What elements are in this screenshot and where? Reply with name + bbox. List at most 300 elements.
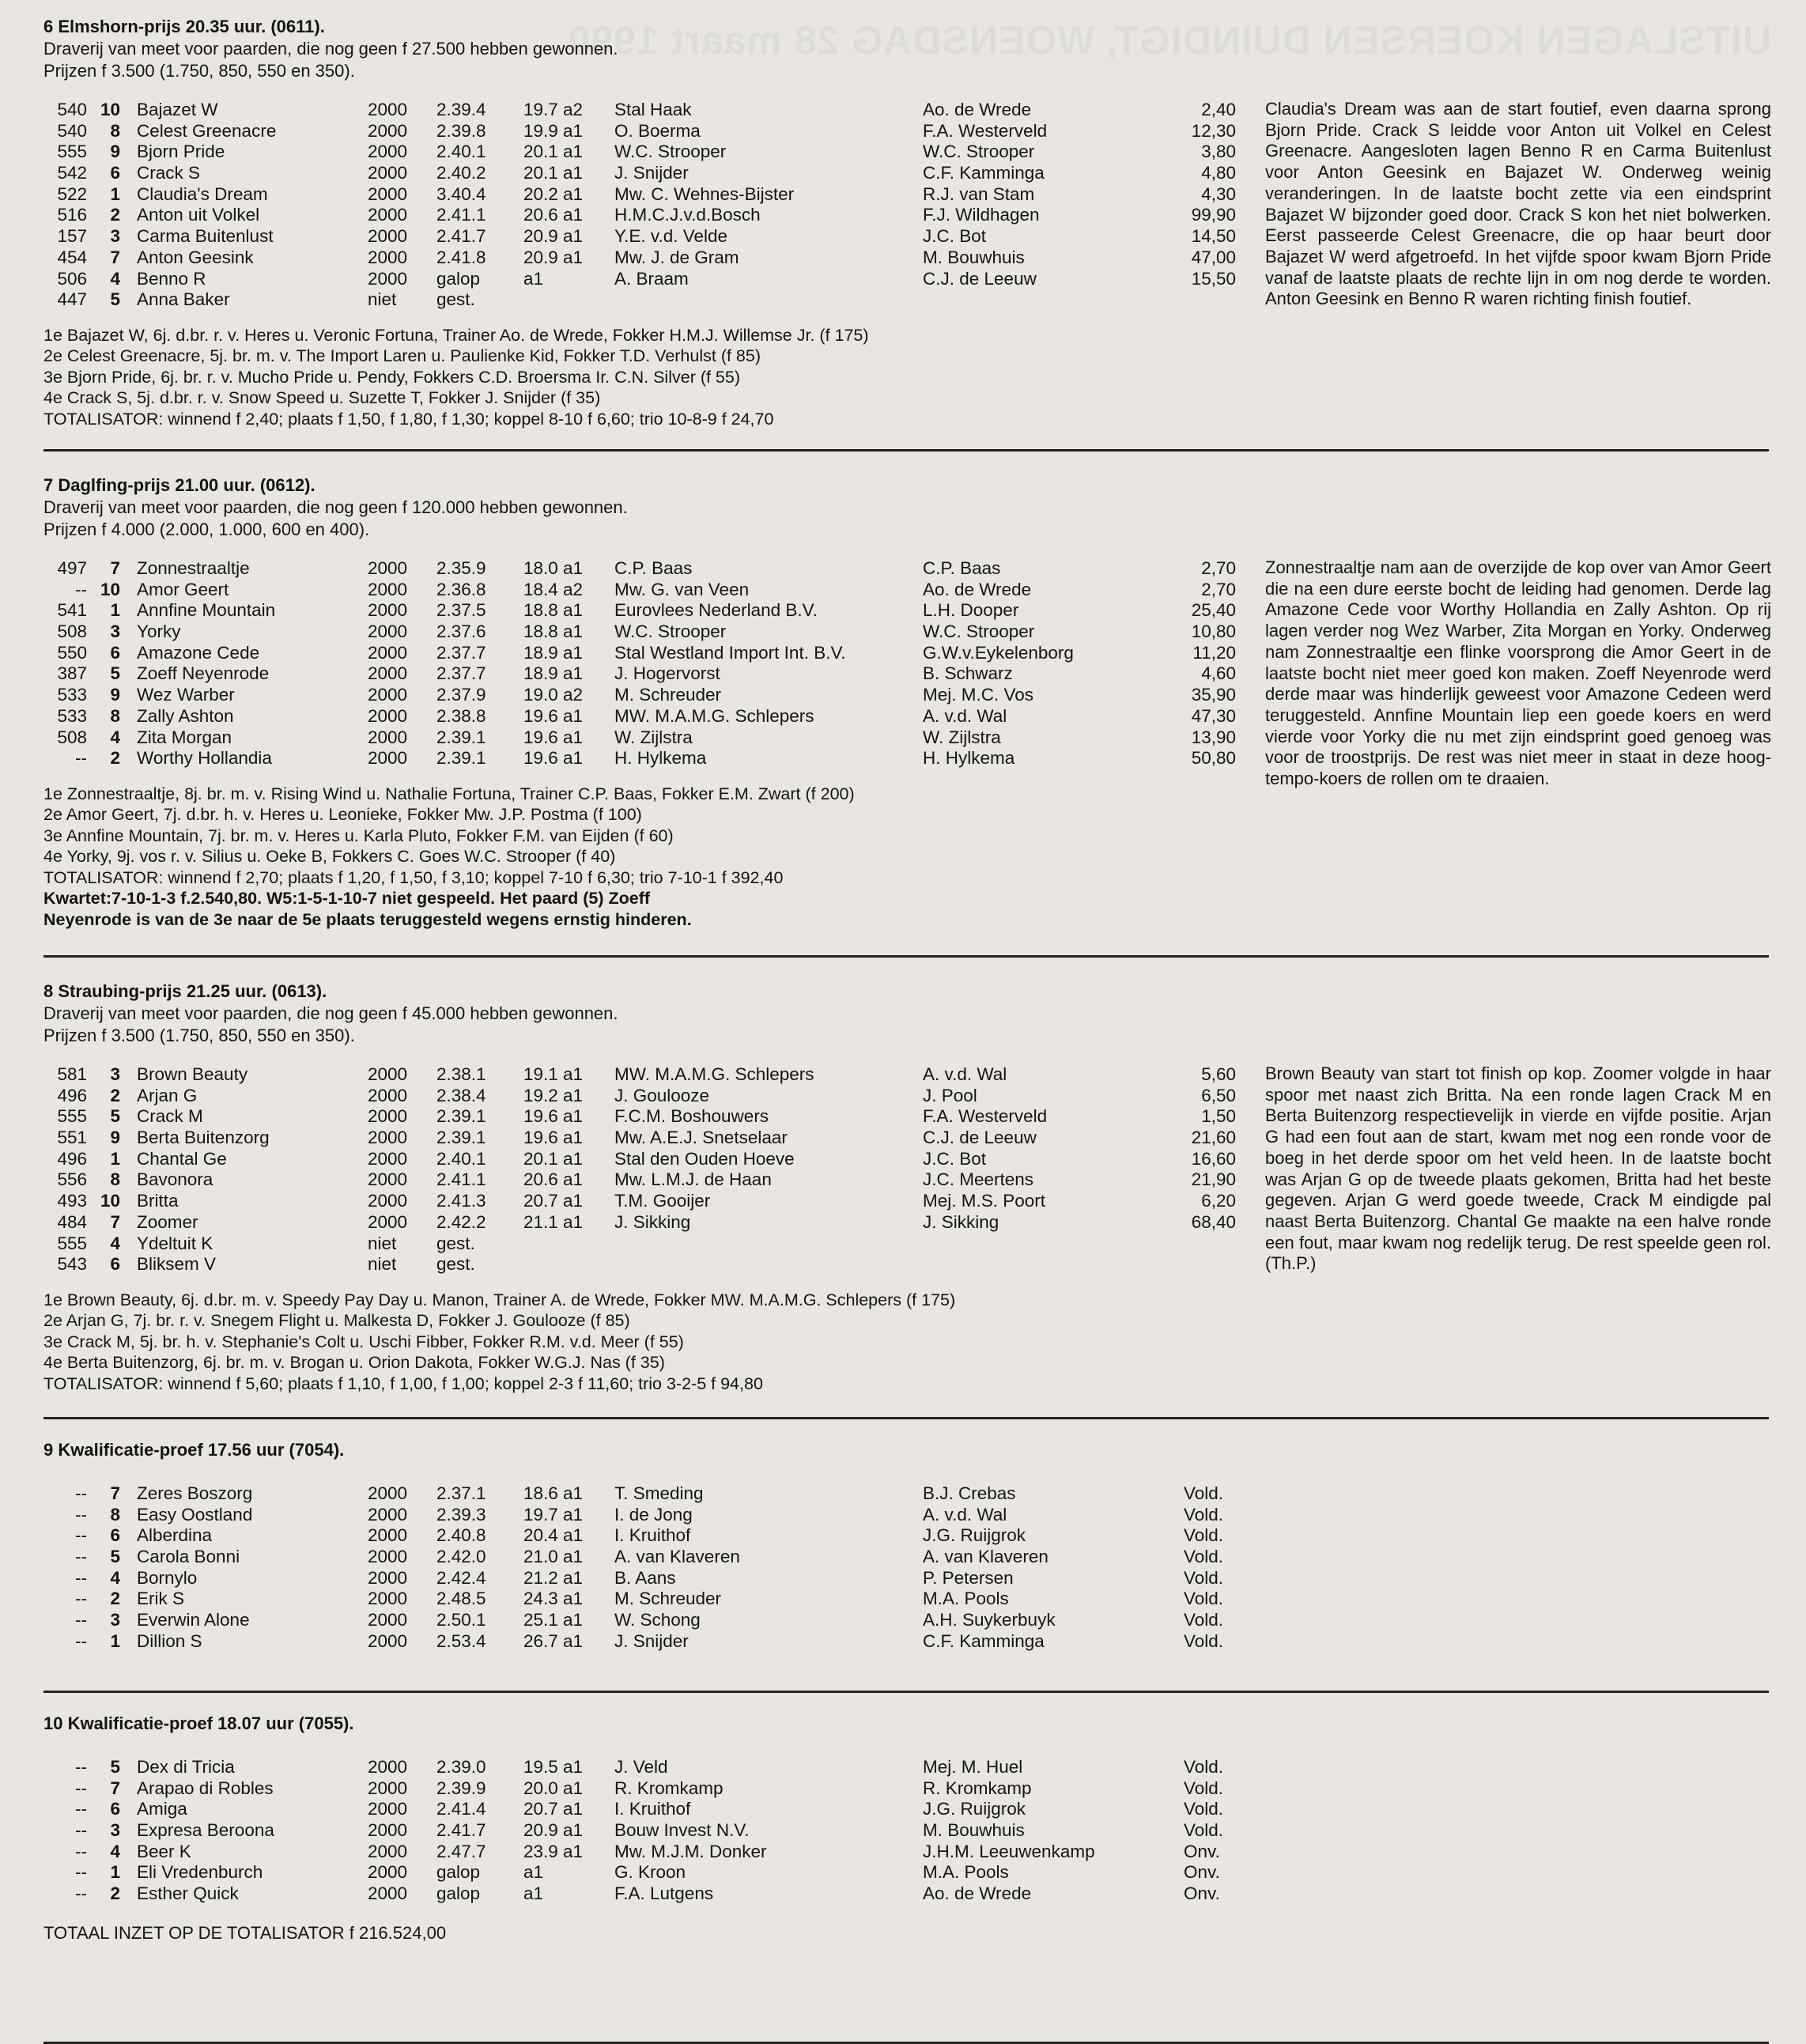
race-details <box>43 1290 1769 1395</box>
trainer: B. Schwarz <box>923 663 1013 684</box>
km-time: 19.6 a1 <box>523 705 584 726</box>
km-time: 18.9 a1 <box>523 663 584 684</box>
race-commentary: Zonnestraaltje nam aan de overzijde de kop over van Amor Geert die na een dure eerste bocht de leiding had genomen. Derde lag Amazone Cede voor Worthy Hollandia en Zally Ashton. Op rij lagen verder nog Wez Warber, Zita Morgan en Yorky. Onderweg nam Zonnestraaltje een flinke voorsprong die Amor Geert in de laatste bocht niet meer goed kon maken. Zoeff Neyenrode werd derde maar was hinderlijk geweest voor Amazone Cedeen werd teruggesteld. Annfine Mountain liep een goede koers en werd vierde voor Yorky die nu met zijn eindsprint goed genoeg was voor de troostprijs. De rest was niet meer in staat in deze hoog-tempo-koers de rollen om te draaien. <box>1265 557 1771 789</box>
distance: 2000 <box>368 622 408 642</box>
owner: Mw. G. van Veen <box>614 579 750 599</box>
start-number: 5 <box>110 1106 120 1127</box>
start-number: 9 <box>110 685 120 705</box>
km-time: 18.4 a2 <box>523 579 584 599</box>
trainer: M. Bouwhuis <box>923 247 1025 267</box>
start-number: 8 <box>110 120 120 141</box>
section-divider <box>43 1417 1769 1419</box>
race-prizes: Prijzen f 3.500 (1.750, 850, 550 en 350). <box>43 61 355 81</box>
horse-name: Anton uit Volkel <box>137 205 260 225</box>
race-condition: Draverij van meet voor paarden, die nog geen f 120.000 hebben gewonnen. <box>43 497 628 517</box>
finish-time: 2.37.7 <box>436 642 486 663</box>
odds: 15,50 <box>1191 268 1236 289</box>
owner: Mw. J. de Gram <box>614 247 739 267</box>
km-time: 21.2 a1 <box>523 1567 584 1588</box>
detail-line: 1e Zonnestraaltje, 8j. br. m. v. Rising Wind u. Nathalie Fortuna, Trainer C.P. Baas, Fokker E.M. Zwart (f 200) <box>43 784 855 803</box>
km-time: 20.1 a1 <box>523 142 584 162</box>
horse-name: Wez Warber <box>137 685 235 705</box>
horse-name: Dillion S <box>137 1630 202 1651</box>
trainer: A. v.d. Wal <box>923 705 1007 726</box>
start-number: 6 <box>110 642 120 663</box>
odds: 50,80 <box>1191 748 1236 769</box>
distance: 2000 <box>368 183 408 204</box>
qualification-result: Vold. <box>1184 1525 1224 1546</box>
detail-line: 2e Arjan G, 7j. br. r. v. Snegem Flight u. Malkesta D, Fokker J. Goulooze (f 85) <box>43 1311 630 1331</box>
num-cell: 555 <box>57 1233 87 1253</box>
detail-line: TOTALISATOR: winnend f 5,60; plaats f 1,10, f 1,00, f 1,00; koppel 2-3 f 11,60; trio 3-2-5 f 94,80 <box>43 1373 763 1393</box>
km-time: 20.9 a1 <box>523 1820 584 1841</box>
finish-time: 2.37.7 <box>436 663 486 684</box>
horse-name: Amor Geert <box>137 579 229 599</box>
distance: 2000 <box>368 558 408 578</box>
race-title: 8 Straubing-prijs 21.25 uur. (0613). <box>43 981 327 1001</box>
table-row <box>43 1799 1769 1820</box>
table-row <box>43 1525 1769 1547</box>
trainer: A. van Klaveren <box>923 1547 1048 1567</box>
km-time: 20.6 a1 <box>523 205 584 225</box>
odds: 4,60 <box>1201 663 1236 684</box>
owner: Mw. L.M.J. de Haan <box>614 1169 772 1190</box>
trainer: Ao. de Wrede <box>923 579 1032 599</box>
owner: M. Schreuder <box>614 685 722 705</box>
odds: 12,30 <box>1191 120 1236 141</box>
trainer: B.J. Crebas <box>923 1483 1016 1503</box>
odds: 6,20 <box>1201 1191 1236 1211</box>
start-number: 2 <box>110 1085 120 1105</box>
horse-name: Annfine Mountain <box>137 600 276 621</box>
race-7 <box>43 474 1769 930</box>
detail-line: 4e Yorky, 9j. vos r. v. Silius u. Oeke B, Fokkers C. Goes W.C. Strooper (f 40) <box>43 847 616 867</box>
start-number: 1 <box>110 183 120 204</box>
qualification-result: Vold. <box>1184 1504 1224 1524</box>
start-number: 7 <box>110 558 120 578</box>
trainer: H. Hylkema <box>923 748 1015 769</box>
distance: 2000 <box>368 579 408 599</box>
qualification-result: Vold. <box>1184 1589 1224 1609</box>
start-number: 10 <box>100 579 120 599</box>
km-time: 25.1 a1 <box>523 1610 584 1630</box>
num-cell: -- <box>75 1630 87 1651</box>
horse-name: Yorky <box>137 622 181 642</box>
owner: J. Sikking <box>614 1211 691 1232</box>
trainer: J. Pool <box>923 1085 977 1105</box>
race-condition: Draverij van meet voor paarden, die nog geen f 45.000 hebben gewonnen. <box>43 1003 618 1023</box>
table-row <box>43 1778 1769 1800</box>
num-cell: 506 <box>57 268 87 289</box>
odds: 16,60 <box>1191 1148 1236 1169</box>
horse-name: Beer K <box>137 1841 191 1861</box>
horse-name: Berta Buitenzorg <box>137 1128 270 1148</box>
start-number: 6 <box>110 1525 120 1546</box>
odds: 99,90 <box>1191 205 1236 225</box>
finish-time: 2.38.4 <box>436 1085 486 1105</box>
table-row <box>43 1505 1769 1526</box>
odds: 2,70 <box>1201 558 1236 578</box>
start-number: 1 <box>110 1148 120 1169</box>
distance: 2000 <box>368 1610 408 1630</box>
odds: 3,80 <box>1201 142 1236 162</box>
start-number: 2 <box>110 1883 120 1904</box>
trainer: W.C. Strooper <box>923 142 1035 162</box>
owner: Stal den Ouden Hoeve <box>614 1148 795 1169</box>
odds: 13,90 <box>1191 727 1236 747</box>
km-time: 19.7 a1 <box>523 1504 584 1524</box>
race-8 <box>43 980 1769 1394</box>
table-row <box>43 1610 1769 1631</box>
finish-time: 2.37.9 <box>436 685 486 705</box>
trainer: Ao. de Wrede <box>923 1883 1032 1904</box>
detail-line: TOTALISATOR: winnend f 2,70; plaats f 1,20, f 1,50, f 3,10; koppel 7-10 f 6,30; trio 7-10-1 f 392,40 <box>43 867 784 887</box>
table-row <box>43 1547 1769 1568</box>
trainer: A.H. Suykerbuyk <box>923 1610 1056 1630</box>
start-number: 3 <box>110 1610 120 1630</box>
start-number: 4 <box>110 1841 120 1861</box>
owner: Mw. C. Wehnes-Bijster <box>614 183 795 204</box>
start-number: 1 <box>110 600 120 621</box>
finish-time: 2.41.7 <box>436 226 486 247</box>
start-number: 8 <box>110 1504 120 1524</box>
distance: 2000 <box>368 1589 408 1609</box>
trainer: M.A. Pools <box>923 1862 1009 1883</box>
num-cell: 556 <box>57 1169 87 1190</box>
finish-time: galop <box>436 1883 481 1904</box>
finish-time: 2.37.5 <box>436 600 486 621</box>
horse-name: Amiga <box>137 1799 187 1819</box>
owner: MW. M.A.M.G. Schlepers <box>614 705 814 726</box>
trainer: J.G. Ruijgrok <box>923 1799 1026 1819</box>
num-cell: 387 <box>57 663 87 684</box>
distance: 2000 <box>368 1547 408 1567</box>
distance: 2000 <box>368 600 408 621</box>
section-divider <box>43 1691 1769 1693</box>
qualification-result: Onv. <box>1184 1841 1220 1861</box>
distance: 2000 <box>368 1841 408 1861</box>
race-10 <box>43 1713 1769 1905</box>
num-cell: 540 <box>57 120 87 141</box>
odds: 2,70 <box>1201 579 1236 599</box>
horse-name: Zonnestraaltje <box>137 558 250 578</box>
horse-name: Britta <box>137 1191 179 1211</box>
start-number: 1 <box>110 1630 120 1651</box>
horse-name: Anna Baker <box>137 289 230 310</box>
km-time: 20.9 a1 <box>523 226 584 247</box>
race-commentary: Claudia's Dream was aan de start foutief, even daarna sprong Bjorn Pride. Crack S leidde voor Anton uit Volkel en Celest Greenacre. Aangesloten lagen Benno R en Carma Buitenlust voor Anton Geesink en Bajazet W. Onderweg weinig veranderingen. In de laatste bocht zette via een eindsprint Bajazet W bijzonder goed door. Crack S kon het niet bolwerken. Eerst passeerde Celest Greenacre, die op haar beurt door Bajazet W werd afgetroefd. In het vijfde spoor kwam Bjorn Pride vanaf de laatste plaats de rechte lijn in om nog derde te worden. Anton Geesink en Benno R waren richting finish foutief. <box>1265 99 1771 309</box>
distance: 2000 <box>368 1504 408 1524</box>
horse-name: Anton Geesink <box>137 247 254 267</box>
owner: Stal Haak <box>614 100 692 119</box>
km-time: 19.6 a1 <box>523 1128 584 1148</box>
start-number: 4 <box>110 727 120 747</box>
finish-time: 2.39.1 <box>436 1106 486 1127</box>
num-cell: -- <box>75 1757 87 1777</box>
owner: MW. M.A.M.G. Schlepers <box>614 1064 814 1084</box>
finish-time: gest. <box>436 1233 475 1253</box>
detail-line: 3e Bjorn Pride, 6j. br. r. v. Mucho Pride u. Pendy, Fokkers C.D. Broersma Ir. C.N. Silver (f 55) <box>43 367 741 387</box>
trainer: J.C. Bot <box>923 226 987 247</box>
qualification-result: Vold. <box>1184 1799 1224 1819</box>
finish-time: 2.41.7 <box>436 1820 486 1841</box>
horse-name: Bornylo <box>137 1567 198 1588</box>
start-number: 7 <box>110 247 120 267</box>
trainer: M.A. Pools <box>923 1589 1009 1609</box>
table-row <box>43 1862 1769 1883</box>
horse-name: Bajazet W <box>137 100 218 119</box>
distance: 2000 <box>368 1525 408 1546</box>
distance: 2000 <box>368 1191 408 1211</box>
horse-name: Zeres Boszorg <box>137 1483 253 1503</box>
odds: 11,20 <box>1192 642 1236 663</box>
owner: T.M. Gooijer <box>614 1191 711 1211</box>
distance: 2000 <box>368 1757 408 1777</box>
horse-name: Expresa Beroona <box>137 1820 274 1841</box>
finish-time: 2.41.4 <box>436 1799 486 1819</box>
num-cell: 555 <box>57 142 87 162</box>
num-cell: 493 <box>57 1191 87 1211</box>
num-cell: -- <box>75 1504 87 1524</box>
num-cell: 543 <box>57 1254 87 1275</box>
distance: 2000 <box>368 1483 408 1503</box>
distance: niet <box>368 1233 397 1253</box>
distance: 2000 <box>368 642 408 663</box>
horse-name: Zoeff Neyenrode <box>137 663 270 684</box>
km-time: 20.7 a1 <box>523 1799 584 1819</box>
horse-name: Arapao di Robles <box>137 1778 274 1798</box>
detail-line: 3e Annfine Mountain, 7j. br. m. v. Heres u. Karla Pluto, Fokker F.M. van Eijden (f 60) <box>43 826 674 845</box>
trainer: J.G. Ruijgrok <box>923 1525 1026 1546</box>
finish-time: 2.39.8 <box>436 120 486 141</box>
detail-line: 4e Crack S, 5j. d.br. r. v. Snow Speed u. Suzette T, Fokker J. Snijder (f 35) <box>43 388 601 408</box>
totalisator-total: TOTAAL INZET OP DE TOTALISATOR f 216.524,00 <box>43 1923 447 1943</box>
detail-line: 2e Celest Greenacre, 5j. br. m. v. The Import Laren u. Paulienke Kid, Fokker T.D. Verhulst (f 85) <box>43 346 761 366</box>
owner: I. de Jong <box>614 1504 693 1524</box>
owner: W. Zijlstra <box>614 727 693 747</box>
qualification-result: Vold. <box>1184 1820 1224 1841</box>
distance: 2000 <box>368 1064 408 1084</box>
start-number: 2 <box>110 1589 120 1609</box>
distance: 2000 <box>368 1169 408 1190</box>
owner: J. Snijder <box>614 163 689 183</box>
trainer: A. v.d. Wal <box>923 1064 1007 1084</box>
trainer: G.W.v.Eykelenborg <box>923 642 1074 663</box>
num-cell: -- <box>75 1820 87 1841</box>
owner: B. Aans <box>614 1567 676 1588</box>
km-time: 20.1 a1 <box>523 163 584 183</box>
num-cell: -- <box>75 1883 87 1904</box>
detail-line: 1e Bajazet W, 6j. d.br. r. v. Heres u. Veronic Fortuna, Trainer Ao. de Wrede, Fokker H.M.J. Willemse Jr. (f 175) <box>43 325 869 345</box>
distance: 2000 <box>368 1778 408 1798</box>
distance: 2000 <box>368 685 408 705</box>
owner: Stal Westland Import Int. B.V. <box>614 642 846 663</box>
detail-line: TOTALISATOR: winnend f 2,40; plaats f 1,50, f 1,80, f 1,30; koppel 8-10 f 6,60; trio 10-8-9 f 24,70 <box>43 409 774 429</box>
num-cell: -- <box>75 1610 87 1630</box>
num-cell: 496 <box>57 1148 87 1169</box>
finish-time: 2.39.4 <box>436 100 486 119</box>
odds: 35,90 <box>1191 685 1236 705</box>
finish-time: galop <box>436 268 481 289</box>
owner: A. Braam <box>614 268 689 289</box>
qualification-result: Vold. <box>1184 1778 1224 1798</box>
odds: 68,40 <box>1191 1211 1236 1232</box>
horse-name: Erik S <box>137 1589 185 1609</box>
owner: C.P. Baas <box>614 558 693 578</box>
table-row <box>43 1631 1769 1653</box>
trainer: J.C. Meertens <box>923 1169 1034 1190</box>
trainer: C.F. Kamminga <box>923 163 1045 183</box>
odds: 21,60 <box>1191 1128 1236 1148</box>
trainer: Mej. M. Huel <box>923 1757 1023 1777</box>
num-cell: 533 <box>57 685 87 705</box>
finish-time: 2.42.4 <box>436 1567 486 1588</box>
km-time: 20.7 a1 <box>523 1191 584 1211</box>
trainer: Mej. M.S. Poort <box>923 1191 1046 1211</box>
km-time: 23.9 a1 <box>523 1841 584 1861</box>
km-time: 19.2 a1 <box>523 1085 584 1105</box>
num-cell: -- <box>75 1567 87 1588</box>
num-cell: 508 <box>57 727 87 747</box>
start-number: 4 <box>110 1233 120 1253</box>
horse-name: Carola Bonni <box>137 1547 240 1567</box>
detail-line: 1e Brown Beauty, 6j. d.br. m. v. Speedy Pay Day u. Manon, Trainer A. de Wrede, Fokker MW. M.A.M.G. Schlepers (f 175) <box>43 1290 956 1309</box>
km-time: 21.1 a1 <box>523 1211 584 1232</box>
finish-time: 2.53.4 <box>436 1630 486 1651</box>
distance: 2000 <box>368 1883 408 1904</box>
owner: A. van Klaveren <box>614 1547 740 1567</box>
race-title: 9 Kwalificatie-proef 17.56 uur (7054). <box>43 1440 345 1460</box>
start-number: 9 <box>110 142 120 162</box>
start-number: 7 <box>110 1483 120 1503</box>
horse-name: Zoomer <box>137 1211 198 1232</box>
trainer: Mej. M.C. Vos <box>923 685 1034 705</box>
num-cell: -- <box>75 1589 87 1609</box>
odds: 47,30 <box>1191 705 1236 726</box>
start-number: 3 <box>110 1064 120 1084</box>
horse-name: Ydeltuit K <box>137 1233 213 1253</box>
km-time: 19.6 a1 <box>523 748 584 769</box>
table-row <box>43 1757 1769 1778</box>
num-cell: 454 <box>57 247 87 267</box>
km-time: 20.1 a1 <box>523 1148 584 1169</box>
owner: I. Kruithof <box>614 1525 691 1546</box>
section-divider <box>43 449 1769 451</box>
distance: 2000 <box>368 727 408 747</box>
finish-time: 2.48.5 <box>436 1589 486 1609</box>
start-number: 8 <box>110 705 120 726</box>
finish-time: 2.50.1 <box>436 1610 486 1630</box>
qualification-result: Onv. <box>1184 1883 1220 1904</box>
finish-time: 2.41.1 <box>436 205 486 225</box>
trainer: W. Zijlstra <box>923 727 1001 747</box>
horse-name: Benno R <box>137 268 206 289</box>
num-cell: 497 <box>57 558 87 578</box>
trainer: Ao. de Wrede <box>923 100 1032 119</box>
odds: 25,40 <box>1191 600 1236 621</box>
km-time: 19.1 a1 <box>523 1064 584 1084</box>
start-number: 7 <box>110 1778 120 1798</box>
table-row <box>43 1883 1769 1905</box>
race-title: 10 Kwalificatie-proef 18.07 uur (7055). <box>43 1713 354 1733</box>
finish-time: galop <box>436 1862 481 1883</box>
horse-name: Easy Oostland <box>137 1504 253 1524</box>
distance: 2000 <box>368 1799 408 1819</box>
start-number: 5 <box>110 1547 120 1567</box>
odds: 10,80 <box>1191 622 1236 642</box>
trainer: R.J. van Stam <box>923 183 1035 204</box>
num-cell: 157 <box>57 226 87 247</box>
num-cell: 484 <box>57 1211 87 1232</box>
horse-name: Bavonora <box>137 1169 213 1190</box>
distance: 2000 <box>368 1630 408 1651</box>
num-cell: -- <box>75 1483 87 1503</box>
start-number: 2 <box>110 205 120 225</box>
distance: 2000 <box>368 1862 408 1883</box>
owner: H.M.C.J.v.d.Bosch <box>614 205 761 225</box>
num-cell: -- <box>75 1841 87 1861</box>
finish-time: 2.39.9 <box>436 1778 486 1798</box>
km-time: 18.8 a1 <box>523 600 584 621</box>
owner: J. Hogervorst <box>614 663 720 684</box>
odds: 6,50 <box>1201 1085 1236 1105</box>
km-time: 20.2 a1 <box>523 183 584 204</box>
distance: 2000 <box>368 705 408 726</box>
horse-name: Esther Quick <box>137 1883 239 1904</box>
finish-time: 2.41.1 <box>436 1169 486 1190</box>
num-cell: -- <box>75 1525 87 1546</box>
km-time: 21.0 a1 <box>523 1547 584 1567</box>
horse-name: Everwin Alone <box>137 1610 250 1630</box>
qualification-result: Vold. <box>1184 1547 1224 1567</box>
owner: W.C. Strooper <box>614 622 727 642</box>
km-time: 19.5 a1 <box>523 1757 584 1777</box>
race-6 <box>43 16 1769 429</box>
finish-time: 2.42.2 <box>436 1211 486 1232</box>
odds: 21,90 <box>1191 1169 1236 1190</box>
num-cell: 541 <box>57 600 87 621</box>
horse-name: Carma Buitenlust <box>137 226 274 247</box>
num-cell: 522 <box>57 183 87 204</box>
start-number: 9 <box>110 1128 120 1148</box>
distance: 2000 <box>368 226 408 247</box>
finish-time: 2.42.0 <box>436 1547 486 1567</box>
table-row <box>43 1820 1769 1842</box>
finish-time: 2.37.6 <box>436 622 486 642</box>
horse-name: Worthy Hollandia <box>137 748 272 769</box>
num-cell: 540 <box>57 100 87 119</box>
km-time: 19.6 a1 <box>523 727 584 747</box>
finish-time: 2.39.1 <box>436 1128 486 1148</box>
num-cell: 516 <box>57 205 87 225</box>
distance: 2000 <box>368 120 408 141</box>
trainer: A. v.d. Wal <box>923 1504 1007 1524</box>
finish-time: 3.40.4 <box>436 183 486 204</box>
distance: 2000 <box>368 1128 408 1148</box>
odds: 4,30 <box>1201 183 1236 204</box>
owner: W.C. Strooper <box>614 142 727 162</box>
trainer: C.P. Baas <box>923 558 1001 578</box>
distance: 2000 <box>368 163 408 183</box>
km-time: 20.9 a1 <box>523 247 584 267</box>
owner: T. Smeding <box>614 1483 704 1503</box>
num-cell: 581 <box>57 1064 87 1084</box>
km-time: a1 <box>523 1883 544 1904</box>
finish-time: 2.37.1 <box>436 1483 486 1503</box>
owner: Mw. A.E.J. Snetselaar <box>614 1128 788 1148</box>
race-commentary: Brown Beauty van start tot finish op kop. Zoomer volgde in haar spoor met naast zich Britta. Na een ronde lagen Crack M en Berta Buitenzorg respectievelijk in vierde en vijfde positie. Arjan G had een fout aan de start, kwam met nog een ronde voor de boeg in het derde spoor om het veld heen. In de laatste bocht was Arjan G op de tweede plaats gekomen, Britta had het beste gegeven. Arjan G werd goede tweede, Crack M eindigde pal naast Berta Buitenzorg. Chantal Ge maakte na een halve ronde een fout, maar kwam nog redelijk terug. De rest speelde geen rol. (Th.P.) <box>1265 1064 1771 1274</box>
trainer: R. Kromkamp <box>923 1778 1032 1798</box>
